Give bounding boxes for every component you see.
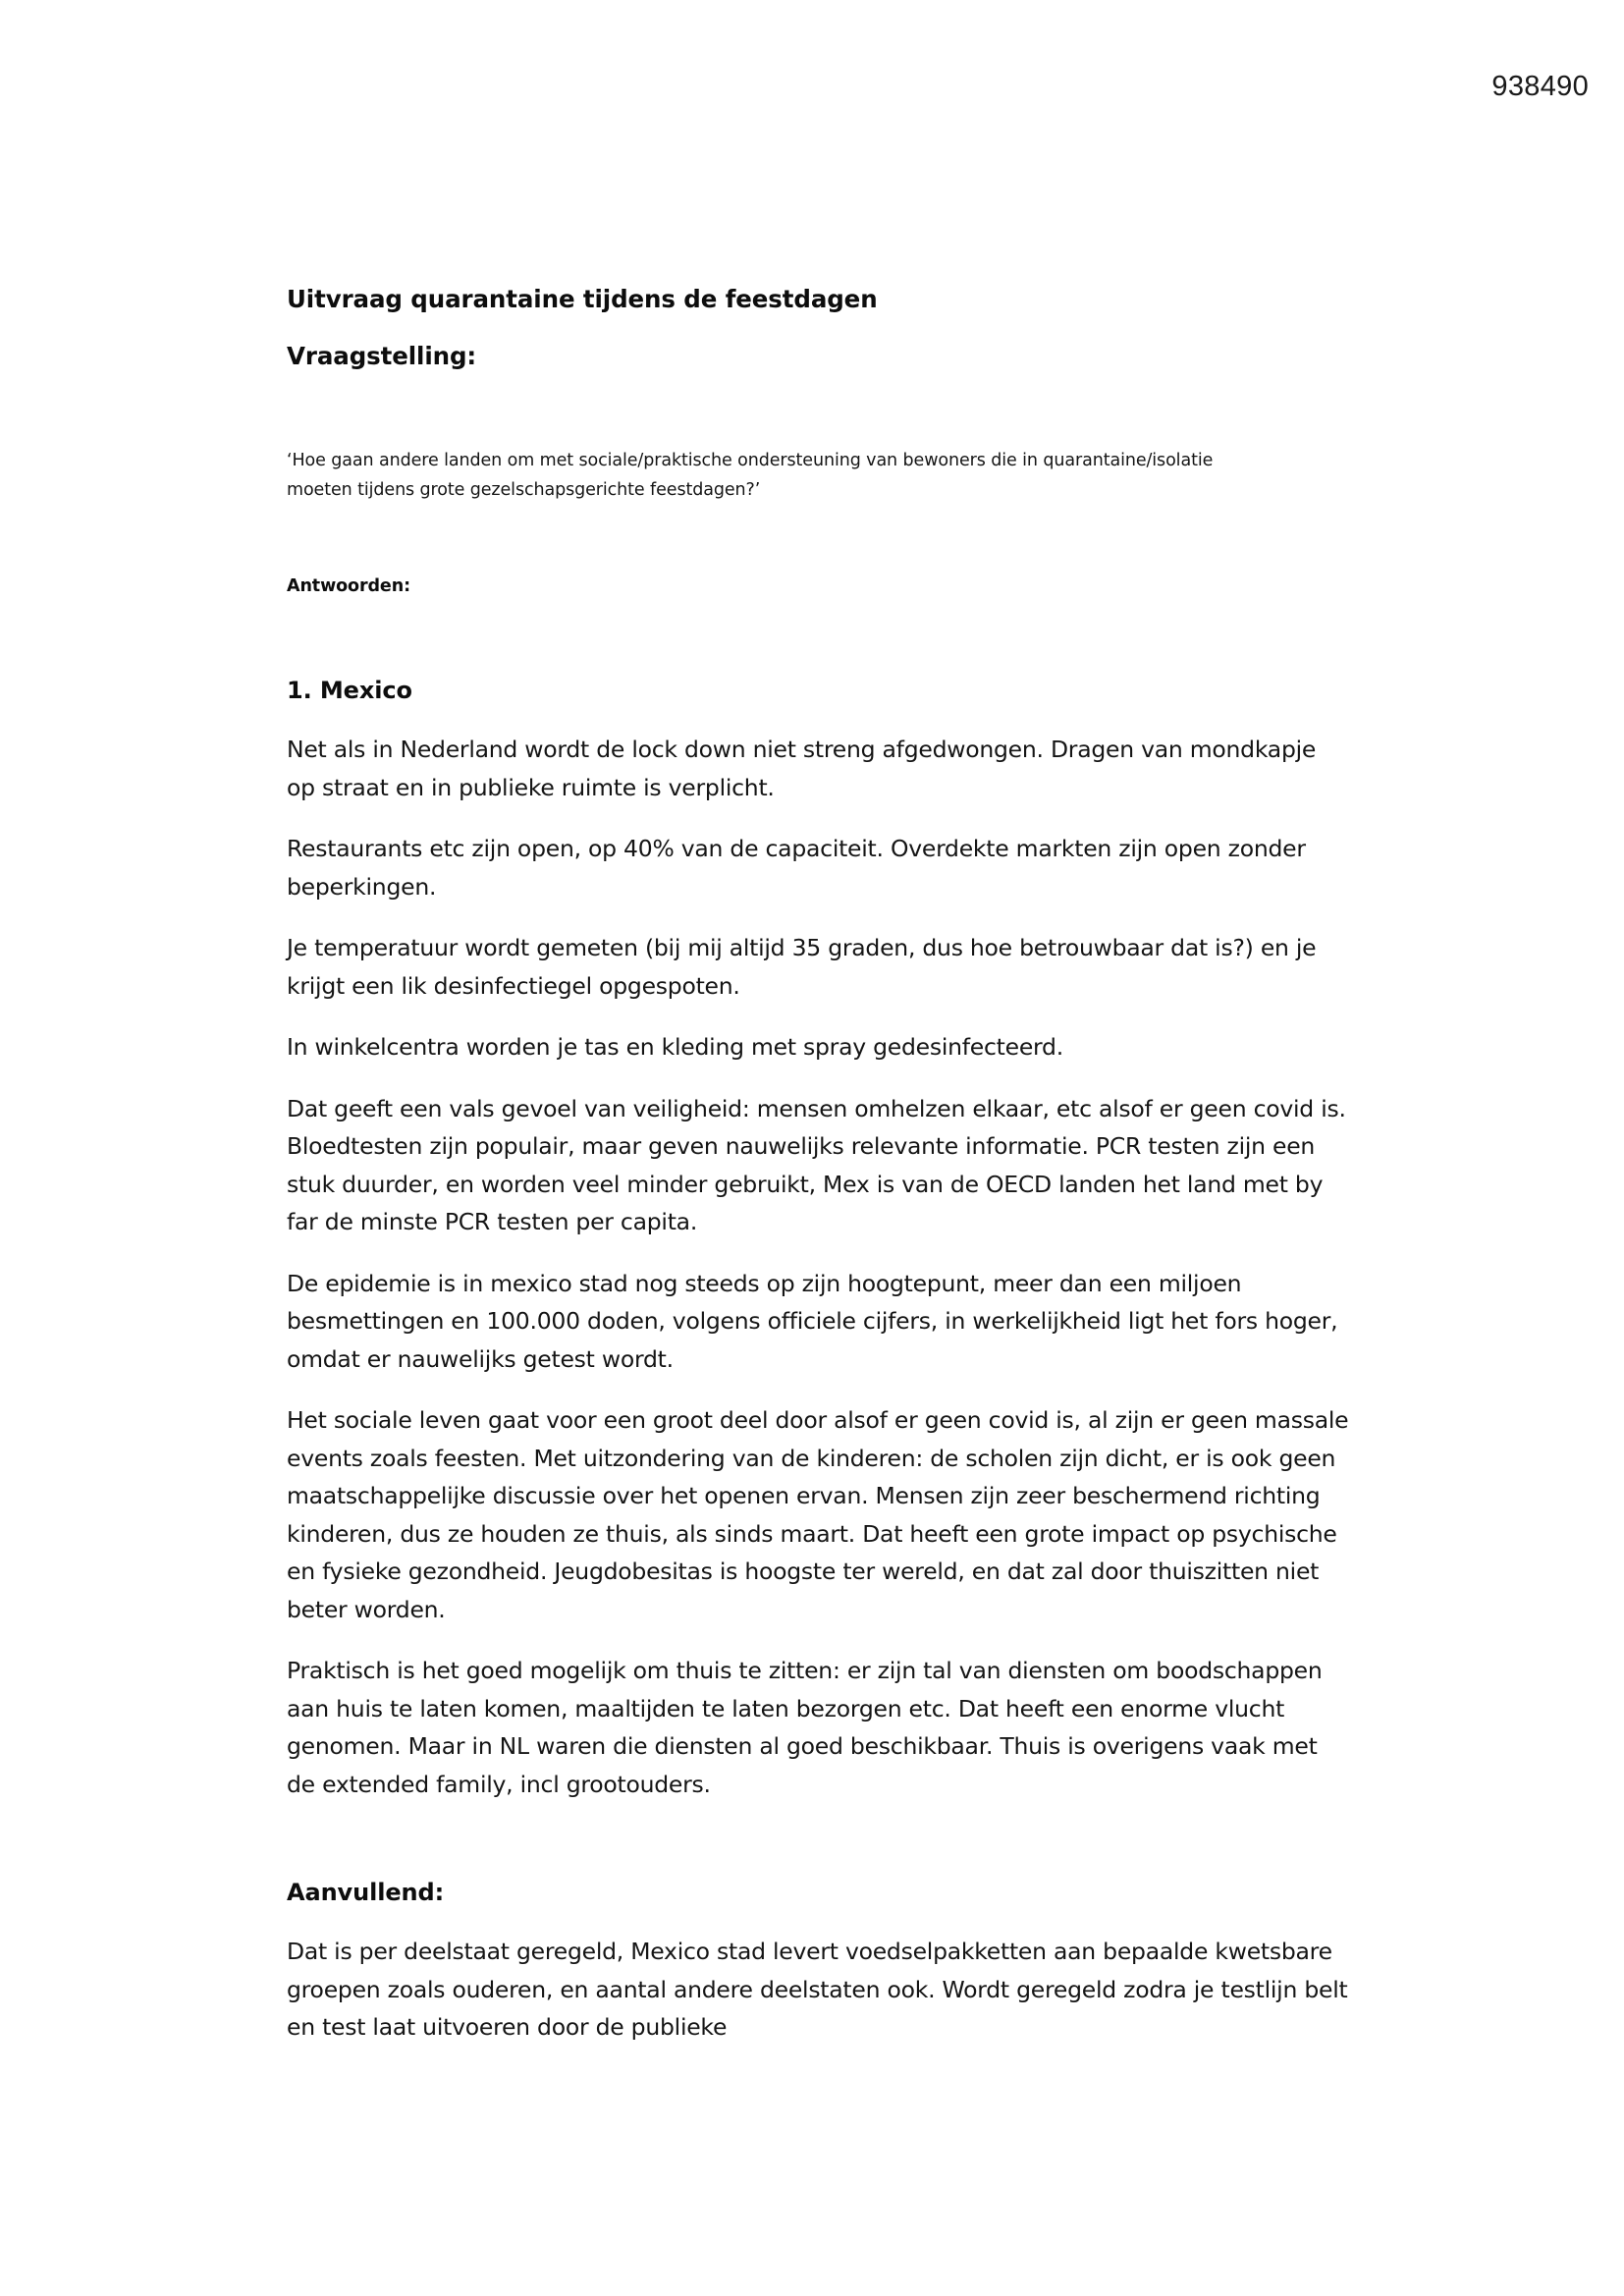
document-body bbox=[287, 283, 1349, 2047]
paragraph: De epidemie is in mexico stad nog steeds op zijn hoogtepunt, meer dan een miljoen besmettingen en 100.000 doden, volgens officiele cijfers, in werkelijkheid ligt het fors hoger, omdat er nauwelijks getest wordt. bbox=[287, 1269, 1338, 1373]
research-question: ‘Hoe gaan andere landen om met sociale/praktische ondersteuning van bewoners die in quarantaine/isolatie moeten tijdens grote gezelschapsgerichte feestdagen?’ bbox=[287, 451, 1214, 500]
section-heading-aanvullend: Aanvullend: bbox=[287, 1879, 445, 1906]
document-title: Uitvraag quarantaine tijdens de feestdagen bbox=[287, 285, 878, 313]
document-subtitle: Vraagstelling: bbox=[287, 342, 477, 370]
paragraph: In winkelcentra worden je tas en kleding met spray gedesinfecteerd. bbox=[287, 1033, 1063, 1061]
section-heading-mexico: 1. Mexico bbox=[287, 677, 412, 704]
paragraph: Dat geeft een vals gevoel van veiligheid: mensen omhelzen elkaar, etc alsof er geen covid is. Bloedtesten zijn populair, maar geven nauwelijks relevante informatie. PCR testen zijn een stuk duurder, en worden veel minder gebruikt, Mex is van de OECD landen het land met by far de minste PCR testen per capita. bbox=[287, 1094, 1346, 1235]
paragraph: Je temperatuur wordt gemeten (bij mij altijd 35 graden, dus hoe betrouwbaar dat is?) en je krijgt een lik desinfectiegel opgespoten. bbox=[287, 934, 1317, 1000]
paragraph: Restaurants etc zijn open, op 40% van de capaciteit. Overdekte markten zijn open zonder beperkingen. bbox=[287, 835, 1306, 901]
page-number: 938490 bbox=[1491, 71, 1589, 102]
paragraph: Het sociale leven gaat voor een groot deel door alsof er geen covid is, al zijn er geen massale events zoals feesten. Met uitzondering van de kinderen: de scholen zijn dicht, er is ook geen maatschappelijke discussie over het openen ervan. Mensen zijn zeer beschermend richting kinderen, dus ze houden ze thuis, als sinds maart. Dat heeft een grote impact op psychische en fysieke gezondheid. Jeugdobesitas is hoogste ter wereld, en dat zal door thuiszitten niet beter worden. bbox=[287, 1406, 1349, 1623]
answers-label: Antwoorden: bbox=[287, 576, 410, 596]
paragraph: Dat is per deelstaat geregeld, Mexico stad levert voedselpakketten aan bepaalde kwetsbare groepen zoals ouderen, en aantal andere deelstaten ook. Wordt geregeld zodra je testlijn belt en test laat uitvoeren door de publieke bbox=[287, 1938, 1348, 2041]
paragraph: Net als in Nederland wordt de lock down niet streng afgedwongen. Dragen van mondkapje op straat en in publieke ruimte is verplicht. bbox=[287, 736, 1317, 801]
paragraph: Praktisch is het goed mogelijk om thuis te zitten: er zijn tal van diensten om boodschappen aan huis te laten komen, maaltijden te laten bezorgen etc. Dat heeft een enorme vlucht genomen. Maar in NL waren die diensten al goed beschikbaar. Thuis is overigens vaak met de extended family, incl grootouders. bbox=[287, 1657, 1323, 1798]
